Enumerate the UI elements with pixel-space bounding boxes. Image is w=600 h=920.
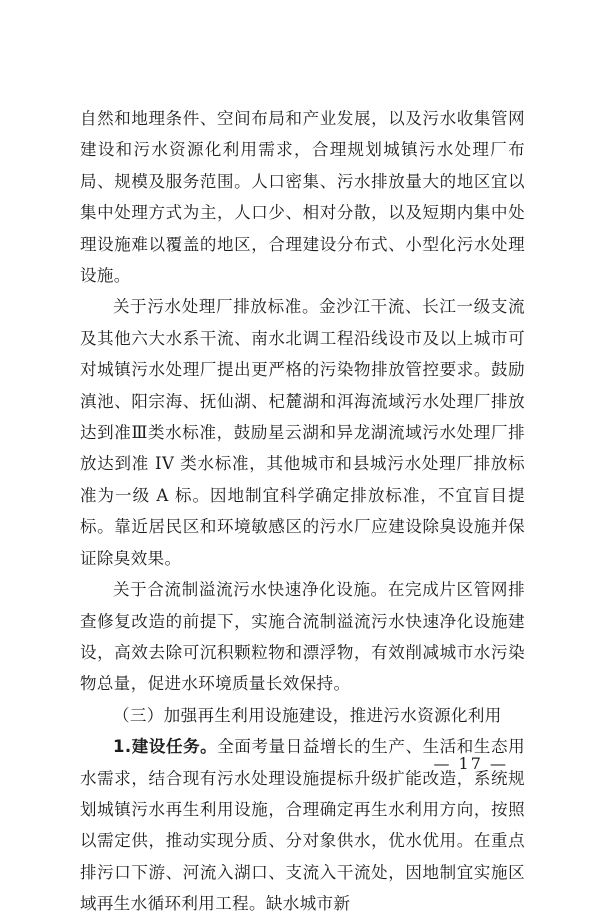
paragraph-discharge-standard: 关于污水处理厂排放标准。金沙江干流、长江一级支流及其他六大水系干流、南水北调工程沿线设市及以上城市可对城镇污水处理厂提出更严格的污染物排放管控要求。鼓励滇池、阳宗海、抚仙湖、杞麓湖和洱海流域污水处理厂排放达到准Ⅲ类水标准，鼓励星云湖和异龙湖流域污水处理厂排放达到准 IV 类水标准，其他城市和县城污水处理厂排放标准为一级 A 标。因地制宜科学确定排放标准，不宜盲目提标。靠近居民区和环境敏感区的污水厂应建设除臭设施并保证除臭效果。 [80, 297, 525, 568]
task-text: 全面考量日益增长的生产、生活和生态用水需求，结合现有污水处理设施提标升级扩能改造，系统规划城镇污水再生利用设施，合理确定再生水利用方向，按照以需定供，推动实现分质、分对象供水，优水优用。在重点排污口下游、河流入湖口、支流入干流处，因地制宜实施区域再生水循环利用工程。缺水城市新 [80, 737, 525, 914]
paragraph-overflow-facility: 关于合流制溢流污水快速净化设施。在完成片区管网排查修复改造的前提下，实施合流制溢流污水快速净化设施建设，高效去除可沉积颗粒物和漂浮物，有效削减城市水污染物总量，促进水环境质量长效保持。 [80, 580, 525, 694]
paragraph-planning: 自然和地理条件、空间布局和产业发展，以及污水收集管网建设和污水资源化利用需求，合理规划城镇污水处理厂布局、规模及服务范围。人口密集、污水排放量大的地区宜以集中处理方式为主，人口少、相对分散，以及短期内集中处理设施难以覆盖的地区，合理建设分布式、小型化污水处理设施。 [80, 109, 525, 286]
page-number: — 17 — [433, 754, 508, 773]
body-text [80, 103, 525, 920]
task-label: 1.建设任务。 [113, 737, 218, 757]
section-heading: （三）加强再生利用设施建设，推进污水资源化利用 [113, 705, 502, 725]
